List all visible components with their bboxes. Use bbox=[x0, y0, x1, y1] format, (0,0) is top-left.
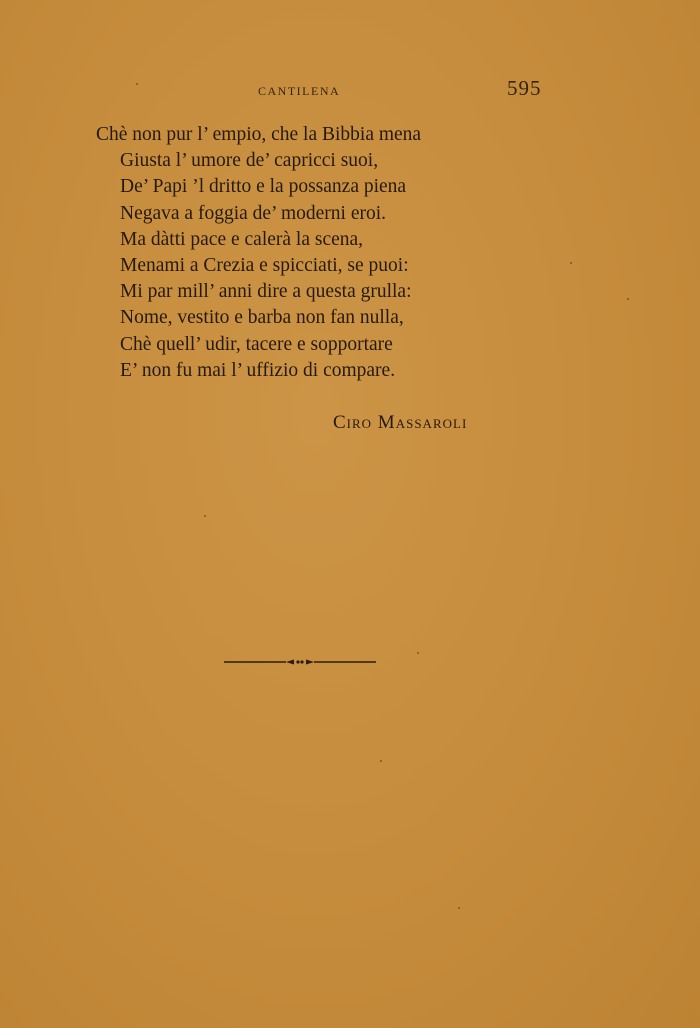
poem-line: Ma dàtti pace e calerà la scena, bbox=[120, 228, 364, 250]
poem-line: Giusta l’ umore de’ capricci suoi, bbox=[120, 150, 379, 172]
poem-stanza bbox=[96, 122, 616, 384]
paper-speck bbox=[417, 652, 419, 654]
paper-speck bbox=[458, 907, 460, 909]
author-signature: Ciro Massaroli bbox=[333, 412, 468, 433]
poem-line: Chè non pur l’ empio, che la Bibbia mena bbox=[96, 124, 422, 145]
paper-speck bbox=[570, 262, 572, 264]
page-number: 595 bbox=[507, 76, 542, 100]
poem-line: Chè quell’ udir, tacere e sopportare bbox=[120, 333, 393, 355]
poem-line: Menami a Crezia e spicciati, se puoi: bbox=[120, 255, 409, 277]
paper-speck bbox=[204, 515, 206, 517]
ornament-divider-icon bbox=[224, 656, 376, 668]
poem-line: Nome, vestito e barba non fan nulla, bbox=[120, 307, 404, 329]
paper-speck bbox=[627, 298, 629, 300]
running-head bbox=[0, 76, 700, 104]
poem-line: Mi par mill’ anni dire a questa grulla: bbox=[120, 281, 412, 303]
paper-speck bbox=[136, 83, 138, 85]
poem-line: Negava a foggia de’ moderni eroi. bbox=[120, 202, 387, 224]
running-title: CANTILENA bbox=[258, 84, 341, 98]
paper-speck bbox=[380, 760, 382, 762]
poem-line: De’ Papi ’l dritto e la possanza piena bbox=[120, 176, 407, 198]
poem-line: E’ non fu mai l’ uffizio di compare. bbox=[120, 359, 396, 381]
